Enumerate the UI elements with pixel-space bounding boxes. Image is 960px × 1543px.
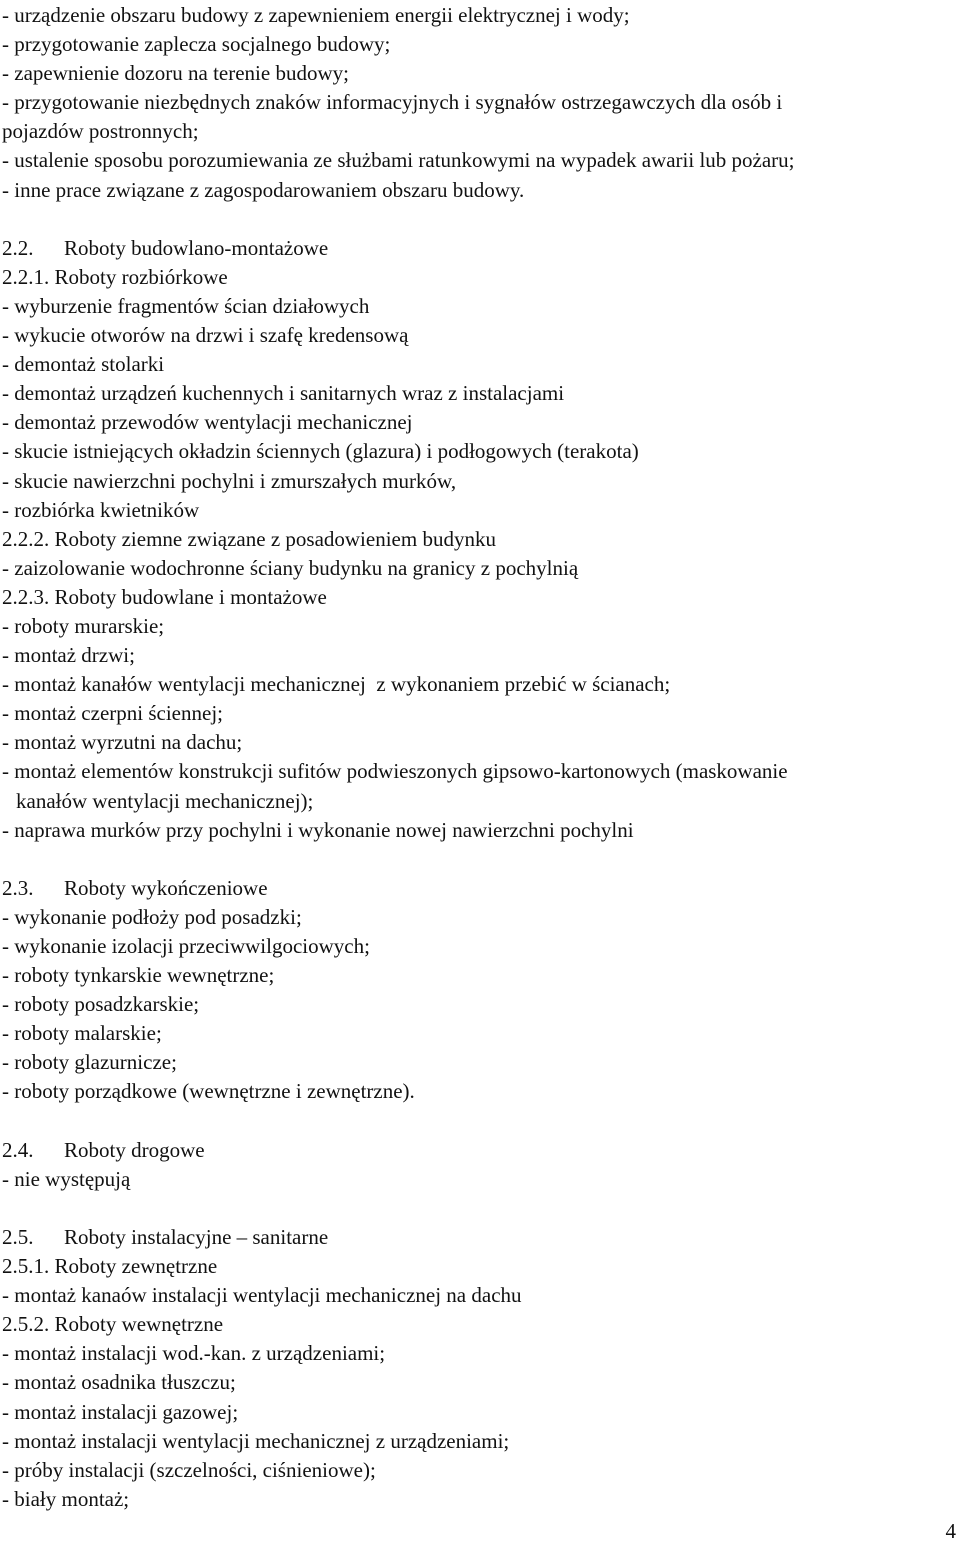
section-title: Roboty drogowe <box>64 1137 205 1162</box>
subsection-heading-2-5-1: 2.5.1. Roboty zewnętrzne <box>2 1254 218 1279</box>
section-heading-2-2 <box>2 234 954 263</box>
list-item: - roboty glazurnicze; <box>2 1050 177 1075</box>
list-item: - nie występują <box>2 1166 131 1191</box>
list-item: - wykonanie izolacji przeciwwilgociowych; <box>2 934 370 958</box>
list-item: - rozbiórka kwietników <box>2 497 200 522</box>
list-item: - montaż instalacji wod.-kan. z urządzeniami; <box>2 1341 386 1366</box>
list-item: - próby instalacji (szczelności, ciśnieniowe); <box>2 1457 376 1482</box>
list-item: - demontaż przewodów wentylacji mechanicznej <box>2 410 413 435</box>
list-item: - montaż elementów konstrukcji sufitów podwieszonych gipsowo-kartonowych (maskowanie <box>2 759 788 784</box>
section-number: 2.5. <box>2 1224 34 1249</box>
list-item: - montaż kanaów instalacji wentylacji mechanicznej na dachu <box>2 1283 522 1308</box>
spacer <box>2 845 954 874</box>
section-number: 2.3. <box>2 875 34 900</box>
spacer <box>2 205 954 234</box>
spacer <box>2 1194 954 1223</box>
list-item: - montaż instalacji gazowej; <box>2 1399 239 1424</box>
list-item: - inne prace związane z zagospodarowaniem obszaru budowy. <box>2 177 525 202</box>
section-heading-2-3 <box>2 874 954 903</box>
section-heading-2-5 <box>2 1223 954 1252</box>
list-item: - urządzenie obszaru budowy z zapewnieniem energii elektrycznej i wody; <box>2 3 630 27</box>
list-item: - montaż czerpni ściennej; <box>2 701 223 726</box>
list-item: - demontaż urządzeń kuchennych i sanitarnych wraz z instalacjami <box>2 381 565 406</box>
subsection-heading-2-2-2: 2.2.2. Roboty ziemne związane z posadowieniem budynku <box>2 526 496 551</box>
list-item: - skucie istniejących okładzin ściennych (glazura) i podłogowych (terakota) <box>2 439 639 464</box>
list-item: - ustalenie sposobu porozumiewania ze służbami ratunkowymi na wypadek awarii lub pożaru; <box>2 148 795 173</box>
page-number: 4 <box>945 1519 956 1543</box>
list-item: - demontaż stolarki <box>2 352 165 377</box>
list-item: - wykonanie podłoży pod posadzki; <box>2 904 302 929</box>
section-title: Roboty budowlano-montażowe <box>64 235 329 260</box>
list-item: pojazdów postronnych; <box>2 119 199 144</box>
subsection-heading-2-2-3: 2.2.3. Roboty budowlane i montażowe <box>2 584 327 609</box>
list-item: - roboty porządkowe (wewnętrzne i zewnętrzne). <box>2 1079 415 1104</box>
list-item: - montaż instalacji wentylacji mechanicznej z urządzeniami; <box>2 1428 510 1453</box>
section-title: Roboty instalacyjne – sanitarne <box>64 1224 329 1249</box>
section-number: 2.4. <box>2 1137 34 1162</box>
list-item: - wykucie otworów na drzwi i szafę kredensową <box>2 323 409 348</box>
list-item: - wyburzenie fragmentów ścian działowych <box>2 293 370 318</box>
list-item: - montaż wyrzutni na dachu; <box>2 730 243 755</box>
subsection-heading-2-5-2: 2.5.2. Roboty wewnętrzne <box>2 1312 224 1337</box>
list-item: - roboty malarskie; <box>2 1021 162 1046</box>
list-item: - montaż kanałów wentylacji mechanicznej z wykonaniem przebić w ścianach; <box>2 672 671 697</box>
list-item: - przygotowanie zaplecza socjalnego budowy; <box>2 32 391 57</box>
list-item: - montaż drzwi; <box>2 643 135 668</box>
section-title: Roboty wykończeniowe <box>64 875 268 900</box>
list-item: - biały montaż; <box>2 1486 130 1511</box>
spacer <box>2 1107 954 1136</box>
list-item: - roboty tynkarskie wewnętrzne; <box>2 963 275 988</box>
list-item: - roboty murarskie; <box>2 613 165 638</box>
list-item: - naprawa murków przy pochylni i wykonanie nowej nawierzchni pochylni <box>2 817 634 842</box>
section-heading-2-4 <box>2 1136 954 1165</box>
list-item: - zapewnienie dozoru na terenie budowy; <box>2 61 349 86</box>
section-number: 2.2. <box>2 235 34 260</box>
list-item-continuation: kanałów wentylacji mechanicznej); <box>16 788 314 813</box>
list-item: - skucie nawierzchni pochylni i zmurszałych murków, <box>2 468 457 493</box>
list-item: - montaż osadnika tłuszczu; <box>2 1370 236 1395</box>
list-item: - przygotowanie niezbędnych znaków informacyjnych i sygnałów ostrzegawczych dla osób i <box>2 90 783 115</box>
subsection-heading-2-2-1: 2.2.1. Roboty rozbiórkowe <box>2 264 228 289</box>
document-body <box>2 1 954 1514</box>
list-item: - zaizolowanie wodochronne ściany budynku na granicy z pochylnią <box>2 555 579 580</box>
list-item: - roboty posadzkarskie; <box>2 992 200 1017</box>
